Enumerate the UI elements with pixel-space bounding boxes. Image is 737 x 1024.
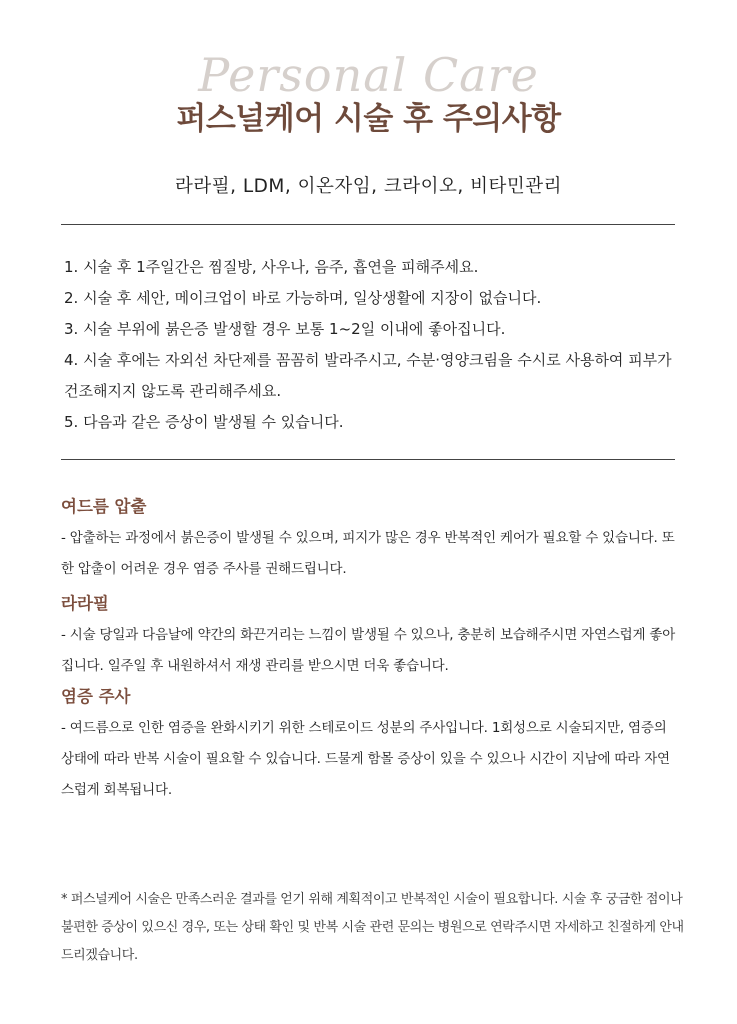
notice-item: 3. 시술 부위에 붉은증 발생할 경우 보통 1~2일 이내에 좋아집니다. xyxy=(64,320,506,338)
notice-item: 5. 다음과 같은 증상이 발생될 수 있습니다. xyxy=(64,413,344,431)
top-divider xyxy=(61,224,675,225)
footnote: * 퍼스널케어 시술은 만족스러운 결과를 얻기 위해 계획적이고 반복적인 시술이 필요합니다. 시술 후 궁금한 점이나 불편한 증상이 있으신 경우, 또는 상태 확인 및 반복 시술 관련 문의는 병원으로 연락주시면 자세하고 친절하게 안내드리겠습니다. xyxy=(61,892,684,963)
section-lalapeel xyxy=(61,592,677,682)
notice-item: 1. 시술 후 1주일간은 찜질방, 사우나, 음주, 흡연을 피해주세요. xyxy=(64,258,479,276)
section-inflammation-injection xyxy=(61,685,677,806)
notice-item: 4. 시술 후에는 자외선 차단제를 꼼꼼히 발라주시고, 수분·영양크림을 수시로 사용하여 피부가 건조해지지 않도록 관리해주세요. xyxy=(64,351,672,400)
bottom-divider xyxy=(61,459,675,460)
section-title: 라라필 xyxy=(61,594,109,613)
section-text: - 여드름으로 인한 염증을 완화시키기 위한 스테로이드 성분의 주사입니다. 1회성으로 시술되지만, 염증의 상태에 따라 반복 시술이 필요할 수 있습니다. 드물게 함몰 증상이 있을 수 있으나 시간이 지남에 따라 자연스럽게 회복됩니다. xyxy=(61,720,670,798)
page-title: 퍼스널케어 시술 후 주의사항 xyxy=(176,101,561,137)
notice-item: 2. 시술 후 세안, 메이크업이 바로 가능하며, 일상생활에 지장이 없습니다. xyxy=(64,289,542,307)
section-title: 염증 주사 xyxy=(61,687,131,706)
treatment-list-subtitle: 라라필, LDM, 이온자임, 크라이오, 비타민관리 xyxy=(175,176,562,197)
script-title-watermark: Personal Care xyxy=(198,48,539,102)
notice-list xyxy=(64,252,676,438)
section-text: - 압출하는 과정에서 붉은증이 발생될 수 있으며, 피지가 많은 경우 반복적인 케어가 필요할 수 있습니다. 또한 압출이 어려운 경우 염증 주사를 권해드립니다. xyxy=(61,530,675,577)
section-acne-extraction xyxy=(61,495,677,585)
section-title: 여드름 압출 xyxy=(61,497,147,516)
section-text: - 시술 당일과 다음날에 약간의 화끈거리는 느낌이 발생될 수 있으나, 충분히 보습해주시면 자연스럽게 좋아집니다. 일주일 후 내원하셔서 재생 관리를 받으시면 더욱 좋습니다. xyxy=(61,627,676,674)
